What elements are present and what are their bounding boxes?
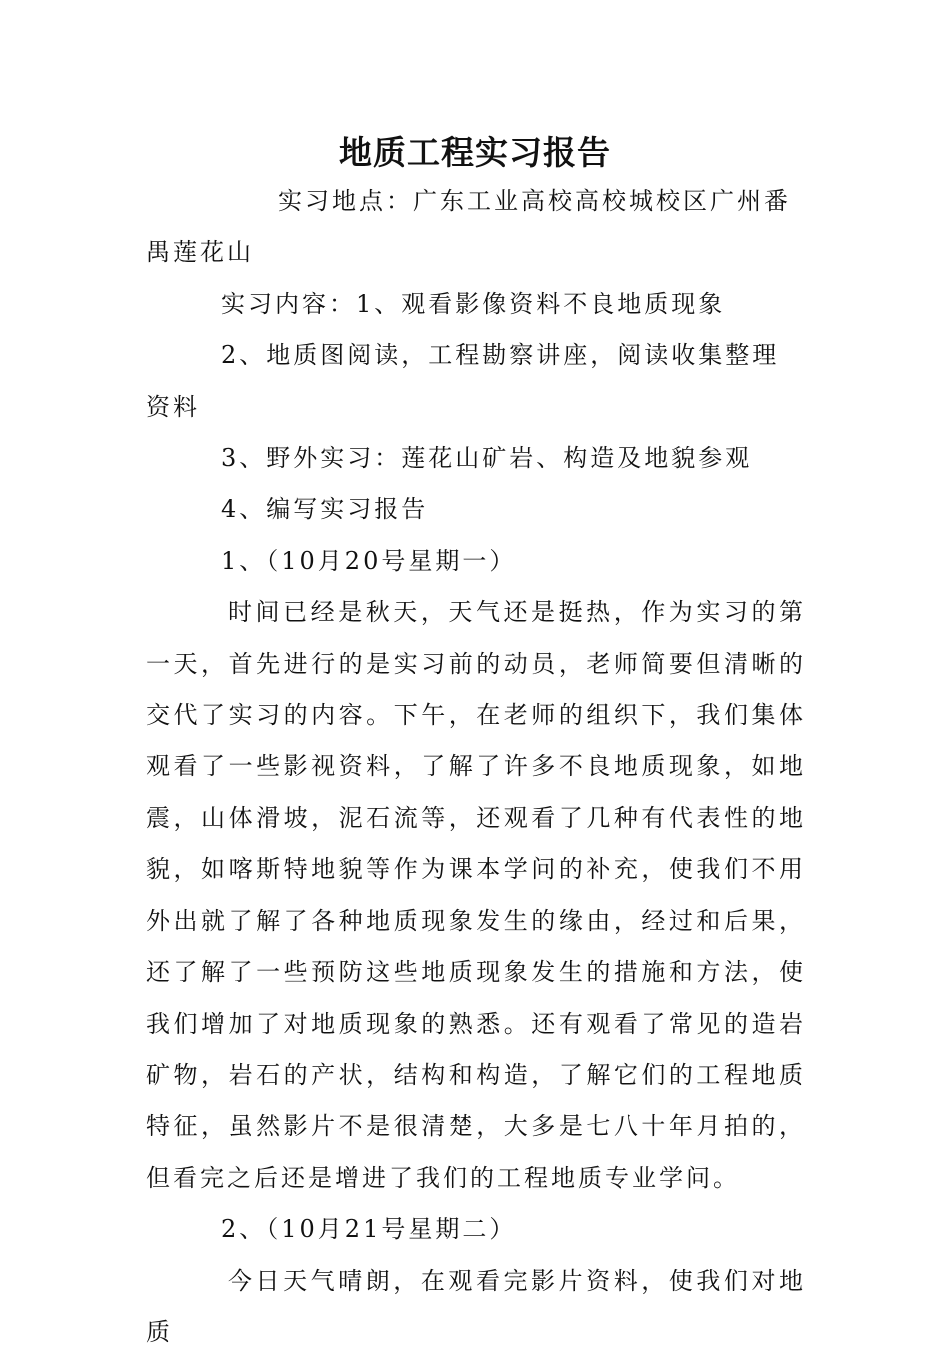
document-body — [146, 176, 806, 1358]
internship-location: 实习地点：广东工业高校高校城校区广州番禺莲花山 — [146, 187, 791, 267]
day1-heading: 1、（10月20号星期一） — [221, 546, 517, 575]
internship-content-heading: 实习内容：1、观看影像资料不良地质现象 — [221, 289, 726, 318]
day2-heading: 2、（10月21号星期二） — [221, 1215, 517, 1244]
content-item-4: 4、编写实习报告 — [221, 495, 429, 524]
document-title: 地质工程实习报告 — [339, 133, 611, 172]
day2-paragraph: 今日天气晴朗，在观看完影片资料，使我们对地质 — [146, 1266, 806, 1346]
day1-paragraph: 时间已经是秋天，天气还是挺热，作为实习的第一天，首先进行的是实习前的动员，老师简要但清晰的交代了实习的内容。下午，在老师的组织下，我们集体观看了一些影视资料，了解了许多不良地质现象，如地震，山体滑坡，泥石流等，还观看了几种有代表性的地貌，如喀斯特地貌等作为课本学问的补充，使我们不用外出就了解了各种地质现象发生的缘由，经过和后果，还了解了一些预防这些地质现象发生的措施和方法，使我们增加了对地质现象的熟悉。还有观看了常见的造岩矿物，岩石的产状，结构和构造，了解它们的工程地质特征，虽然影片不是很清楚，大多是七八十年月拍的，但看完之后还是增进了我们的工程地质专业学问。 — [146, 598, 806, 1192]
content-item-2: 2、地质图阅读，工程勘察讲座，阅读收集整理资料 — [146, 341, 780, 421]
content-item-3: 3、野外实习：莲花山矿岩、构造及地貌参观 — [221, 444, 753, 473]
